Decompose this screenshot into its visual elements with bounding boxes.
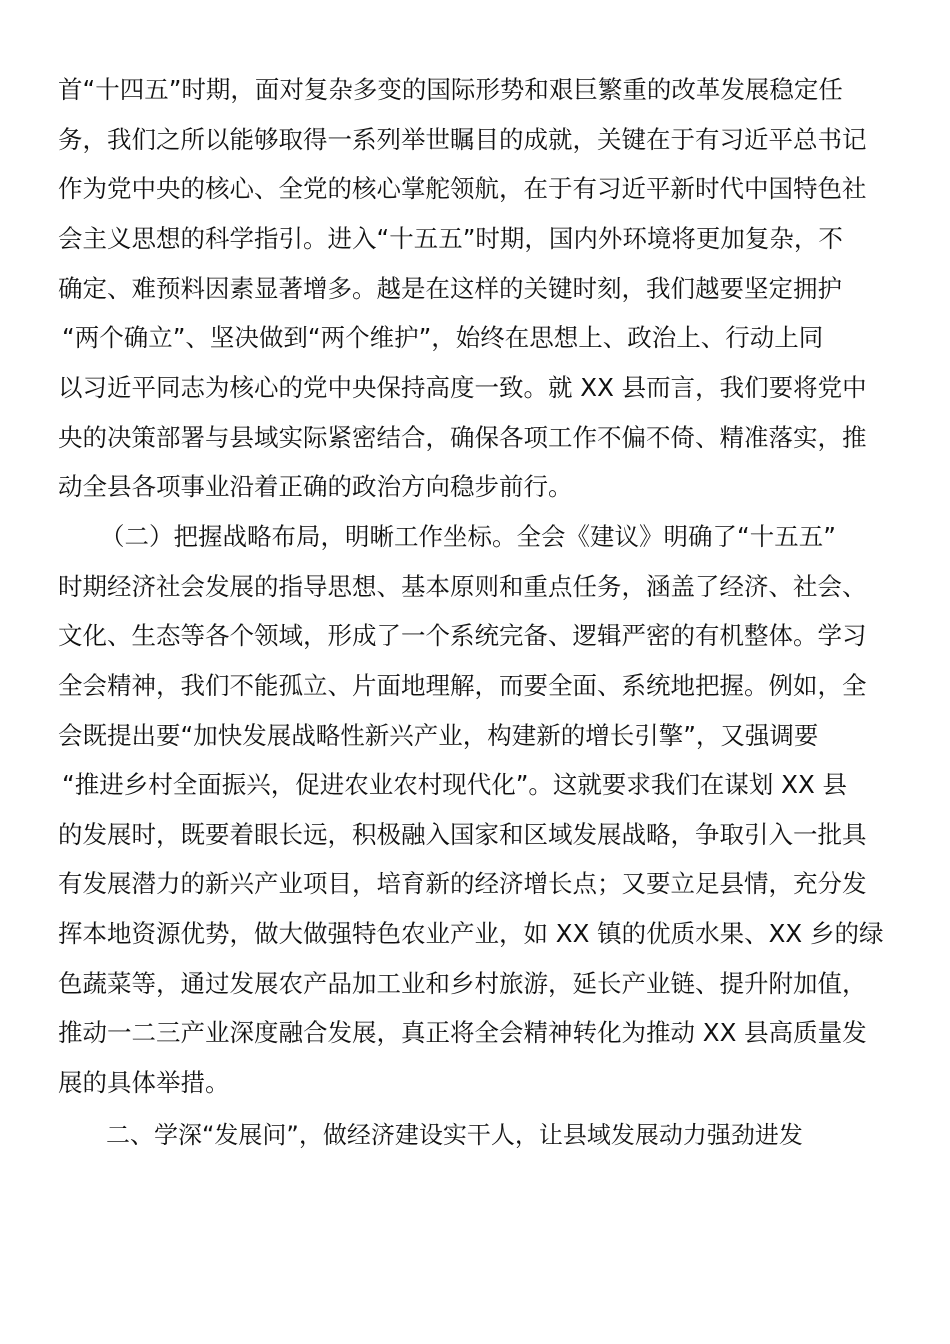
paragraph-line: 首“十四五”时期，面对复杂多变的国际形势和艰巨繁重的改革发展稳定任: [58, 75, 843, 104]
paragraph-line: 会主义思想的科学指引。进入“十五五”时期，国内外环境将更加复杂，不: [58, 224, 843, 253]
paragraph-line: 挥本地资源优势，做大做强特色农业产业，如 XX 镇的优质水果、XX 乡的绿: [58, 919, 884, 948]
paragraph-line: 时期经济社会发展的指导思想、基本原则和重点任务，涵盖了经济、社会、: [58, 572, 867, 601]
paragraph-line: 推动一二三产业深度融合发展，真正将全会精神转化为推动 XX 县高质量发: [58, 1018, 867, 1047]
paragraph-line: 展的具体举措。: [58, 1068, 230, 1097]
paragraph-line: 的发展时，既要着眼长远，积极融入国家和区域发展战略，争取引入一批具: [58, 820, 867, 849]
section-heading: 二、学深“发展问”，做经济建设实干人，让县域发展动力强劲进发: [106, 1121, 803, 1149]
paragraph-line: “推进乡村全面振兴，促进农业农村现代化”。这就要求我们在谋划 XX 县: [62, 770, 848, 799]
paragraph-line: 确定、难预料因素显著增多。越是在这样的关键时刻，我们越要坚定拥护: [58, 274, 842, 303]
paragraph-line: 有发展潜力的新兴产业项目，培育新的经济增长点；又要立足县情，充分发: [58, 869, 867, 898]
subsection-line: （二）把握战略布局，明晰工作坐标。全会《建议》明确了“十五五”: [100, 522, 836, 551]
paragraph-line: 作为党中央的核心、全党的核心掌舵领航，在于有习近平新时代中国特色社: [58, 174, 867, 203]
paragraph-line: 全会精神，我们不能孤立、片面地理解，而要全面、系统地把握。例如，全: [58, 671, 867, 700]
paragraph-line: 会既提出要“加快发展战略性新兴产业，构建新的增长引擎”，又强调要: [58, 721, 819, 750]
paragraph-line: 以习近平同志为核心的党中央保持高度一致。就 XX 县而言，我们要将党中: [58, 373, 867, 402]
paragraph-line: 文化、生态等各个领域，形成了一个系统完备、逻辑严密的有机整体。学习: [58, 621, 867, 650]
paragraph-line: 务，我们之所以能够取得一系列举世瞩目的成就，关键在于有习近平总书记: [58, 125, 867, 154]
paragraph-line: 央的决策部署与县域实际紧密结合，确保各项工作不偏不倚、精准落实，推: [58, 423, 867, 452]
paragraph-line: “两个确立”、坚决做到“两个维护”，始终在思想上、政治上、行动上同: [62, 323, 824, 352]
paragraph-line: 动全县各项事业沿着正确的政治方向稳步前行。: [58, 472, 573, 501]
paragraph-line: 色蔬菜等，通过发展农产品加工业和乡村旅游，延长产业链、提升附加值，: [58, 969, 867, 998]
